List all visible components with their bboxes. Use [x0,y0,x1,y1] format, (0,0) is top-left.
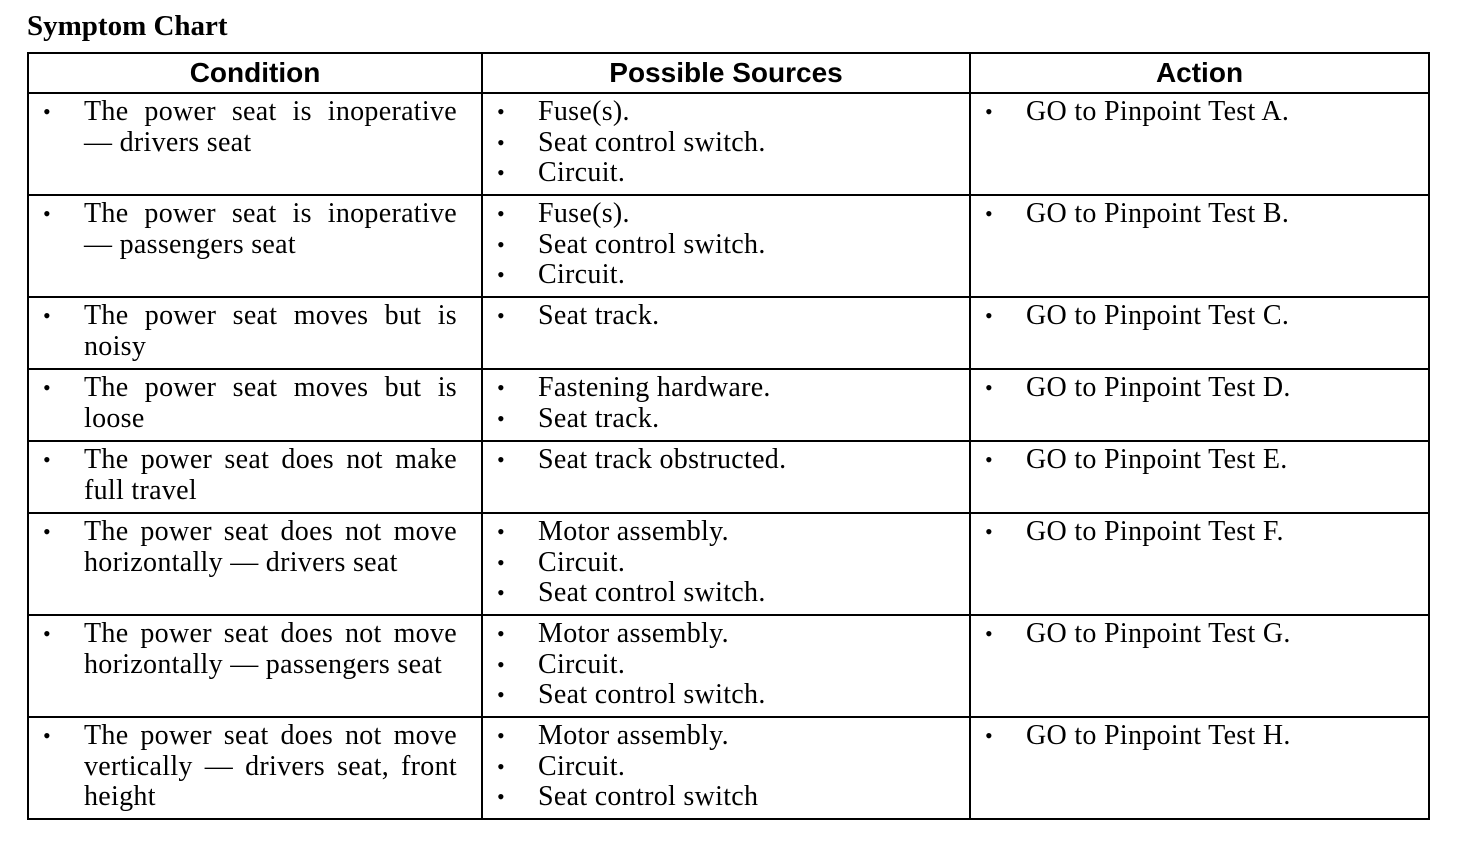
bullet-icon: • [43,723,52,748]
condition-text: • The power seat does not move horizontally — drivers seat [43,516,457,578]
condition-cell [28,615,482,717]
bullet-icon: • [497,651,506,677]
bullet-icon: • [43,99,52,124]
action-cell [970,297,1429,369]
action-text: • GO to Pinpoint Test F. [985,516,1284,547]
action-cell [970,93,1429,195]
bullet-icon: • [497,580,506,605]
action-cell [970,369,1429,441]
page-title: Symptom Chart [27,10,228,42]
bullet-icon: • [497,784,506,809]
bullet-icon: • [985,447,994,472]
action-text: • GO to Pinpoint Test G. [985,618,1291,649]
source-item: • Seat track obstructed. [497,444,787,475]
sources-cell [482,369,970,441]
bullet-icon: • [985,519,994,544]
bullet-icon: • [497,129,506,155]
sources-cell [482,297,970,369]
bullet-icon: • [497,621,506,646]
source-item: • Circuit. [497,750,626,782]
action-text: • GO to Pinpoint Test B. [985,198,1290,229]
source-item: • Fuse(s). [497,198,630,229]
table-row [28,441,1429,513]
action-text: • GO to Pinpoint Test C. [985,300,1290,331]
bullet-icon: • [497,99,506,124]
bullet-icon: • [43,621,52,646]
symptom-chart-table [27,52,1430,820]
table-row [28,717,1429,819]
action-text: • GO to Pinpoint Test D. [985,372,1291,403]
bullet-icon: • [497,682,506,707]
action-cell [970,717,1429,819]
bullet-icon: • [497,723,506,748]
condition-cell [28,297,482,369]
bullet-icon: • [985,201,994,226]
bullet-icon: • [497,447,506,472]
header-condition: Condition [28,53,482,93]
condition-cell [28,369,482,441]
source-item: • Circuit. [497,648,626,680]
source-item: • Motor assembly. [497,720,729,751]
source-item: • Fuse(s). [497,96,630,127]
bullet-icon: • [985,303,994,328]
condition-text: • The power seat does not make full travel [43,444,457,506]
header-possible-sources: Possible Sources [482,53,970,93]
sources-cell [482,441,970,513]
bullet-icon: • [497,160,506,185]
condition-cell [28,93,482,195]
source-item: • Seat control switch. [497,679,766,710]
condition-text: • The power seat is inoperative — passengers seat [43,198,457,260]
condition-text: • The power seat is inoperative — drivers seat [43,96,457,158]
condition-cell [28,441,482,513]
condition-text: • The power seat moves but is loose [43,372,457,434]
bullet-icon: • [497,549,506,575]
action-text: • GO to Pinpoint Test A. [985,96,1290,127]
condition-text: • The power seat does not move horizontally — passengers seat [43,618,457,680]
action-cell [970,615,1429,717]
header-row [28,53,1429,93]
source-item: • Seat control switch. [497,126,766,158]
bullet-icon: • [43,303,52,328]
action-cell [970,513,1429,615]
action-text: • GO to Pinpoint Test E. [985,444,1288,475]
bullet-icon: • [985,375,994,400]
bullet-icon: • [43,519,52,544]
table-row [28,297,1429,369]
source-item: • Circuit. [497,259,626,290]
source-item: • Motor assembly. [497,516,729,547]
action-cell [970,195,1429,297]
sources-cell [482,615,970,717]
table-row [28,93,1429,195]
bullet-icon: • [497,405,506,431]
bullet-icon: • [985,621,994,646]
bullet-icon: • [497,519,506,544]
bullet-icon: • [497,753,506,779]
source-item: • Circuit. [497,157,626,188]
sources-cell [482,93,970,195]
source-item: • Seat control switch. [497,577,766,608]
bullet-icon: • [985,723,994,748]
condition-cell [28,195,482,297]
condition-cell [28,717,482,819]
sources-cell [482,717,970,819]
bullet-icon: • [43,375,52,400]
table-row [28,369,1429,441]
table-row [28,195,1429,297]
bullet-icon: • [497,262,506,287]
condition-text: • The power seat moves but is noisy [43,300,457,362]
source-item: • Seat control switch. [497,228,766,260]
bullet-icon: • [43,201,52,226]
source-item: • Seat track. [497,300,660,331]
table-row [28,513,1429,615]
bullet-icon: • [497,303,506,328]
source-item: • Circuit. [497,546,626,578]
source-item: • Seat track. [497,402,660,434]
condition-text: • The power seat does not move vertically — drivers seat, front height [43,720,457,812]
source-item: • Motor assembly. [497,618,729,649]
bullet-icon: • [497,375,506,400]
table-row [28,615,1429,717]
sources-cell [482,195,970,297]
bullet-icon: • [985,99,994,124]
bullet-icon: • [497,231,506,257]
bullet-icon: • [497,201,506,226]
bullet-icon: • [43,447,52,472]
sources-cell [482,513,970,615]
condition-cell [28,513,482,615]
source-item: • Seat control switch [497,781,759,812]
source-item: • Fastening hardware. [497,372,771,403]
action-cell [970,441,1429,513]
header-action: Action [970,53,1429,93]
action-text: • GO to Pinpoint Test H. [985,720,1291,751]
